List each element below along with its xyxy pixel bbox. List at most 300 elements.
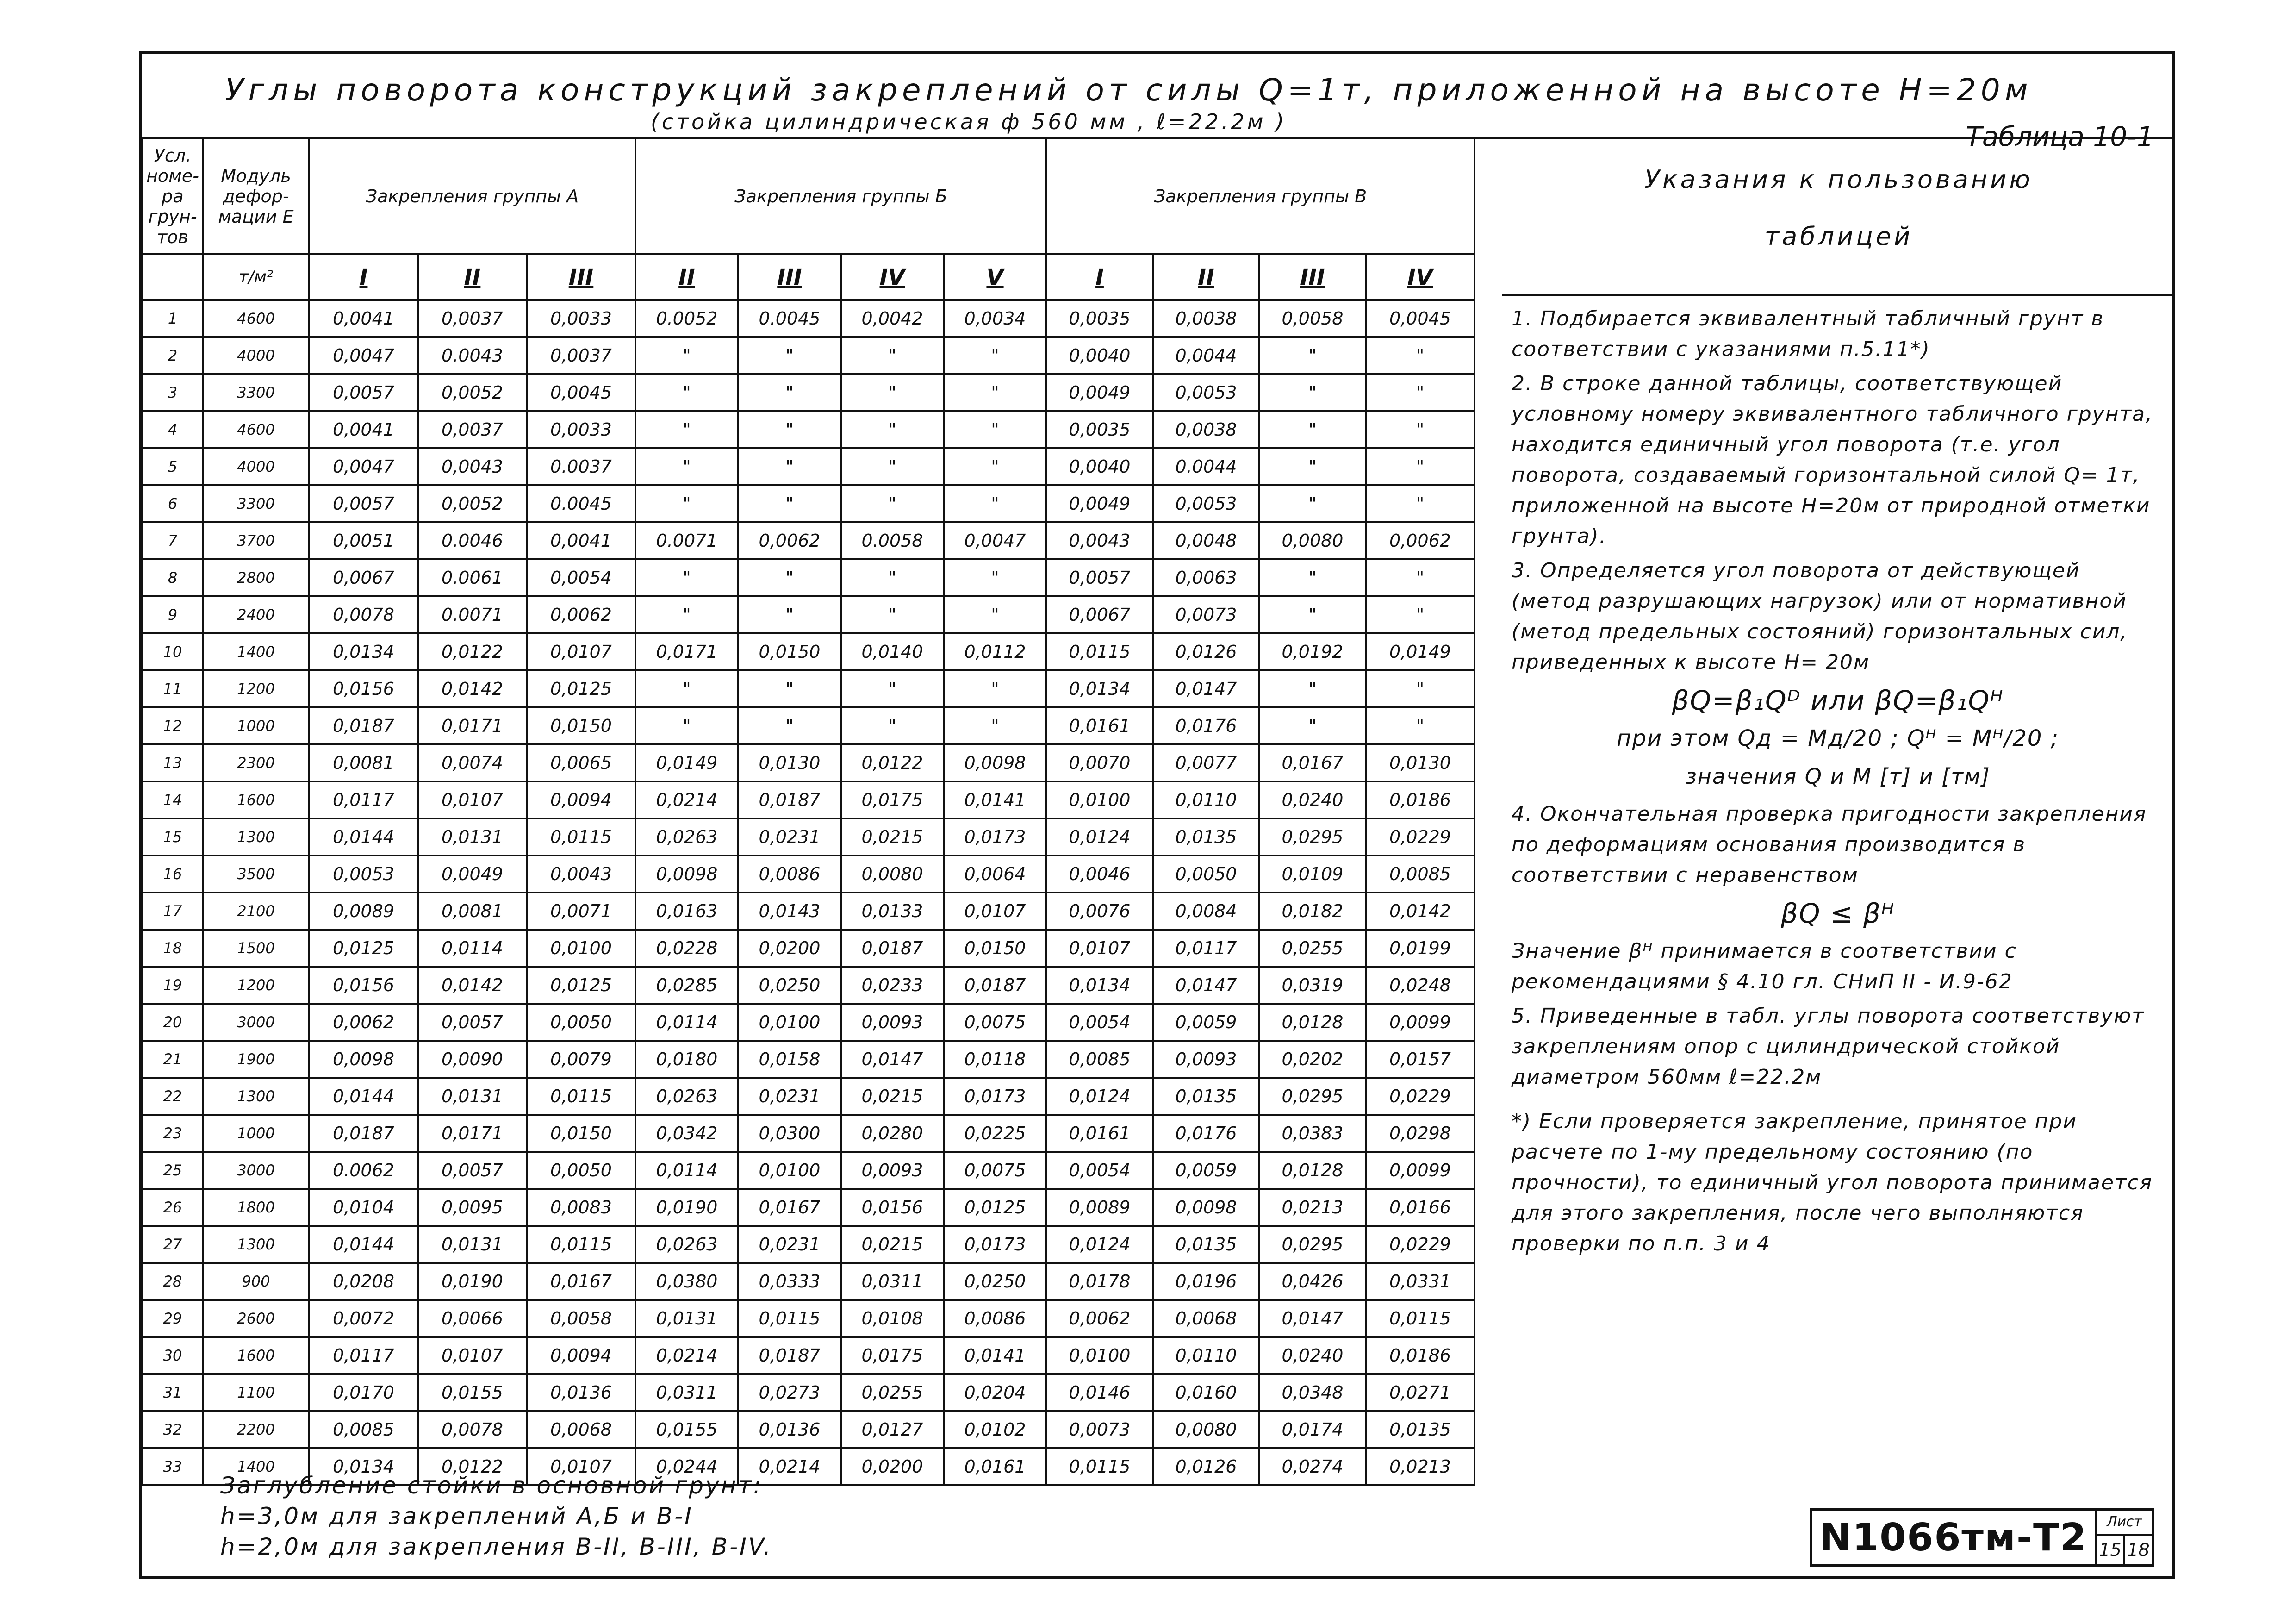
- angle-cell: 0.0043: [418, 337, 527, 374]
- angle-cell: 0,0131: [418, 818, 527, 856]
- angle-cell: 0.0045: [738, 300, 841, 337]
- header-group-v: Закрепления группы В: [1046, 138, 1475, 254]
- angle-cell: 0.0045: [527, 485, 635, 522]
- angle-cell: 0,0167: [1259, 744, 1366, 781]
- angle-cell: 0,0204: [944, 1374, 1046, 1411]
- angle-cell: 0,0214: [635, 1337, 738, 1374]
- angle-cell: 0,0285: [635, 967, 738, 1004]
- angle-cell: ": [635, 707, 738, 744]
- angle-cell: 0,0130: [738, 744, 841, 781]
- angle-cell: 0,0187: [309, 1115, 418, 1152]
- angle-cell: 0,0228: [635, 930, 738, 967]
- header-sub: I: [309, 254, 418, 300]
- angle-cell: 0,0098: [944, 744, 1046, 781]
- angle-cell: 0,0149: [1366, 633, 1475, 670]
- embedment-line-2: h=3,0м для закреплений А,Б и В-I: [220, 1503, 693, 1530]
- angle-cell: ": [1366, 670, 1475, 707]
- header-sub: I: [1046, 254, 1153, 300]
- sheet-number: 15: [2097, 1536, 2125, 1564]
- angle-cell: 0,0052: [418, 485, 527, 522]
- angle-cell: 0,0072: [309, 1300, 418, 1337]
- angle-cell: 0,0141: [944, 1337, 1046, 1374]
- angle-cell: 0,0038: [1153, 411, 1259, 448]
- angle-cell: 0,0093: [841, 1004, 944, 1041]
- angle-cell: 0,0144: [309, 818, 418, 856]
- modulus-cell: 1000: [203, 1115, 309, 1152]
- header-sub: III: [738, 254, 841, 300]
- angle-cell: 0,0147: [1153, 670, 1259, 707]
- angle-cell: 0,0311: [635, 1374, 738, 1411]
- modulus-cell: 2100: [203, 893, 309, 930]
- modulus-cell: 3700: [203, 522, 309, 559]
- angle-cell: 0,0122: [418, 1448, 527, 1485]
- ground-number-cell: 33: [143, 1448, 203, 1485]
- angle-cell: 0,0089: [1046, 1189, 1153, 1226]
- angle-cell: 0,0037: [418, 411, 527, 448]
- ground-number-cell: 15: [143, 818, 203, 856]
- table-row: [143, 930, 1475, 967]
- angle-cell: 0,0083: [527, 1189, 635, 1226]
- angle-cell: 0,0066: [418, 1300, 527, 1337]
- angle-cell: 0,0178: [1046, 1263, 1153, 1300]
- note-5: 5. Приведенные в табл. углы поворота соответствуют закреплениям опор с цилиндрической стойкой диаметром 560мм ℓ=22.2м: [1512, 1004, 2145, 1089]
- angle-cell: ": [944, 596, 1046, 633]
- ground-number-cell: 7: [143, 522, 203, 559]
- angle-cell: 0,0093: [1153, 1041, 1259, 1078]
- angle-cell: ": [738, 670, 841, 707]
- table-row: [143, 522, 1475, 559]
- angle-cell: 0,0086: [944, 1300, 1046, 1337]
- modulus-cell: 1200: [203, 967, 309, 1004]
- angle-cell: 0,0115: [1046, 633, 1153, 670]
- angle-cell: 0,0295: [1259, 1078, 1366, 1115]
- angle-cell: 0,0147: [841, 1041, 944, 1078]
- angle-cell: ": [944, 337, 1046, 374]
- angle-cell: ": [1259, 411, 1366, 448]
- angle-cell: 0,0115: [1366, 1300, 1475, 1337]
- angle-cell: 0,0080: [841, 856, 944, 893]
- header-group-b: Закрепления группы Б: [635, 138, 1046, 254]
- modulus-cell: 1400: [203, 1448, 309, 1485]
- angle-cell: 0,0131: [418, 1078, 527, 1115]
- angle-cell: 0,0295: [1259, 1226, 1366, 1263]
- angle-cell: 0,0117: [309, 1337, 418, 1374]
- angle-cell: 0,0187: [309, 707, 418, 744]
- angle-cell: 0,0085: [1366, 856, 1475, 893]
- angle-cell: 0,0100: [738, 1004, 841, 1041]
- table-row: [143, 559, 1475, 596]
- angle-cell: 0,0062: [1046, 1300, 1153, 1337]
- angle-cell: 0,0107: [418, 1337, 527, 1374]
- angle-cell: 0,0080: [1259, 522, 1366, 559]
- table-row: [143, 1004, 1475, 1041]
- table-row: [143, 448, 1475, 485]
- ground-number-cell: 6: [143, 485, 203, 522]
- angle-cell: 0,0057: [418, 1004, 527, 1041]
- angle-cell: 0,0225: [944, 1115, 1046, 1152]
- ground-number-cell: 10: [143, 633, 203, 670]
- angle-cell: 0,0255: [841, 1374, 944, 1411]
- modulus-cell: 1800: [203, 1189, 309, 1226]
- angle-cell: 0,0115: [738, 1300, 841, 1337]
- angle-cell: 0,0080: [1153, 1411, 1259, 1448]
- modulus-cell: 1600: [203, 1337, 309, 1374]
- angle-cell: 0,0342: [635, 1115, 738, 1152]
- angle-cell: 0,0117: [309, 781, 418, 818]
- angle-cell: 0,0058: [527, 1300, 635, 1337]
- angle-cell: 0,0229: [1366, 818, 1475, 856]
- embedment-line-1: Заглубление стойки в основной грунт:: [220, 1472, 763, 1499]
- angle-cell: ": [738, 337, 841, 374]
- angle-cell: 0,0067: [309, 559, 418, 596]
- angle-cell: 0,0115: [1046, 1448, 1153, 1485]
- angle-cell: ": [841, 670, 944, 707]
- angle-cell: 0,0100: [1046, 781, 1153, 818]
- ground-number-cell: 17: [143, 893, 203, 930]
- angle-cell: 0,0062: [1366, 522, 1475, 559]
- angle-cell: 0,0045: [527, 374, 635, 411]
- angle-cell: 0,0135: [1366, 1411, 1475, 1448]
- ground-number-cell: 3: [143, 374, 203, 411]
- modulus-cell: 1500: [203, 930, 309, 967]
- angle-cell: 0.0052: [635, 300, 738, 337]
- angle-cell: 0,0110: [1153, 781, 1259, 818]
- angle-cell: ": [1366, 485, 1475, 522]
- angle-cell: 0,0070: [1046, 744, 1153, 781]
- angle-cell: 0,0250: [738, 967, 841, 1004]
- table-row: [143, 670, 1475, 707]
- table-row: [143, 633, 1475, 670]
- note-2: 2. В строке данной таблицы, соответствующей условному номеру эквивалентного табличного грунта, находится единичный угол поворота (т.е. угол поворота, создаваемый горизонтальной силой Q= 1т, приложенной на высоте H=20м от природной отметки грунта).: [1512, 372, 2153, 548]
- angle-cell: 0,0035: [1046, 300, 1153, 337]
- angle-cell: 0,0215: [841, 1078, 944, 1115]
- angle-cell: 0,0041: [309, 411, 418, 448]
- ground-number-cell: 20: [143, 1004, 203, 1041]
- angle-cell: 0,0134: [1046, 670, 1153, 707]
- angle-cell: 0,0100: [738, 1152, 841, 1189]
- angle-cell: 0,0144: [309, 1226, 418, 1263]
- header-sub: III: [1259, 254, 1366, 300]
- angle-cell: 0,0094: [527, 781, 635, 818]
- angle-cell: 0,0135: [1153, 1078, 1259, 1115]
- angle-cell: 0,0233: [841, 967, 944, 1004]
- angle-cell: 0,0147: [1259, 1300, 1366, 1337]
- angle-cell: ": [1366, 411, 1475, 448]
- angle-cell: 0,0074: [418, 744, 527, 781]
- angle-cell: 0,0156: [841, 1189, 944, 1226]
- angle-cell: 0,0187: [738, 781, 841, 818]
- table-row: [143, 300, 1475, 337]
- notes-heading-line2: таблицей: [1764, 222, 1913, 251]
- formula-angle: βQ=β₁Qᴰ или βQ=β₁Qᴴ: [1672, 685, 2004, 716]
- angle-cell: ": [738, 374, 841, 411]
- table-row: [143, 1226, 1475, 1263]
- sheet-values: [2097, 1536, 2152, 1564]
- angle-cell: 0,0161: [1046, 707, 1153, 744]
- angle-cell: 0,0143: [738, 893, 841, 930]
- angle-cell: ": [944, 374, 1046, 411]
- angle-cell: 0,0214: [635, 781, 738, 818]
- angle-cell: 0,0186: [1366, 781, 1475, 818]
- table-row: [143, 374, 1475, 411]
- angle-cell: 0,0050: [1153, 856, 1259, 893]
- angle-cell: 0,0045: [1366, 300, 1475, 337]
- angle-cell: 0,0150: [944, 930, 1046, 967]
- modulus-cell: 4600: [203, 411, 309, 448]
- angle-cell: ": [1366, 559, 1475, 596]
- angle-cell: 0,0099: [1366, 1004, 1475, 1041]
- angle-cell: 0,0157: [1366, 1041, 1475, 1078]
- angle-cell: 0,0057: [418, 1152, 527, 1189]
- modulus-cell: 1300: [203, 818, 309, 856]
- table-row: [143, 1189, 1475, 1226]
- notes-heading: [1502, 137, 2175, 296]
- angle-cell: 0,0122: [841, 744, 944, 781]
- angle-cell: 0,0280: [841, 1115, 944, 1152]
- angle-cell: ": [944, 707, 1046, 744]
- modulus-cell: 3300: [203, 374, 309, 411]
- angle-cell: 0,0049: [1046, 485, 1153, 522]
- angle-cell: 0,0171: [418, 1115, 527, 1152]
- angle-cell: 0,0078: [418, 1411, 527, 1448]
- angle-cell: 0,0136: [527, 1374, 635, 1411]
- angle-cell: 0,0134: [309, 1448, 418, 1485]
- angle-cell: ": [738, 707, 841, 744]
- angle-cell: 0,0273: [738, 1374, 841, 1411]
- angle-cell: 0,0122: [418, 633, 527, 670]
- angle-cell: 0,0186: [1366, 1337, 1475, 1374]
- table-row: [143, 1078, 1475, 1115]
- table-row: [143, 1374, 1475, 1411]
- angle-cell: 0,0192: [1259, 633, 1366, 670]
- table-row: [143, 967, 1475, 1004]
- title-stamp: [1810, 1508, 2154, 1567]
- angle-cell: 0,0068: [527, 1411, 635, 1448]
- note-4: 4. Окончательная проверка пригодности закрепления по деформациям основания производится в соответствии с неравенством: [1512, 802, 2147, 887]
- angle-cell: 0,0108: [841, 1300, 944, 1337]
- angle-cell: 0,0104: [309, 1189, 418, 1226]
- ground-number-cell: 26: [143, 1189, 203, 1226]
- angle-cell: 0.0046: [418, 522, 527, 559]
- angle-cell: 0,0075: [944, 1004, 1046, 1041]
- angle-cell: 0.0037: [527, 448, 635, 485]
- sheet-total: 18: [2127, 1540, 2150, 1560]
- angle-cell: ": [841, 596, 944, 633]
- angle-cell: 0,0065: [527, 744, 635, 781]
- angle-cell: ": [1366, 374, 1475, 411]
- modulus-cell: 3000: [203, 1152, 309, 1189]
- angle-cell: 0,0331: [1366, 1263, 1475, 1300]
- table-row: [143, 337, 1475, 374]
- angle-cell: 0,0140: [841, 633, 944, 670]
- angle-cell: 0,0094: [527, 1337, 635, 1374]
- angle-cell: ": [738, 448, 841, 485]
- table-row: [143, 596, 1475, 633]
- angle-cell: 0,0114: [635, 1004, 738, 1041]
- angle-cell: 0,0180: [635, 1041, 738, 1078]
- angle-cell: 0,0248: [1366, 967, 1475, 1004]
- angle-cell: 0,0100: [527, 930, 635, 967]
- angle-cell: 0,0426: [1259, 1263, 1366, 1300]
- angle-cell: 0,0171: [635, 633, 738, 670]
- angle-cell: 0,0125: [527, 670, 635, 707]
- table-row: [143, 411, 1475, 448]
- angle-cell: 0,0035: [1046, 411, 1153, 448]
- angle-cell: 0.0071: [418, 596, 527, 633]
- table-subtitle: (стойка цилиндрическая ф 560 мм , ℓ=22.2м ): [651, 109, 1287, 134]
- angle-cell: 0,0107: [527, 633, 635, 670]
- modulus-cell: 2200: [203, 1411, 309, 1448]
- modulus-cell: 1400: [203, 633, 309, 670]
- angle-cell: 0,0098: [1153, 1189, 1259, 1226]
- angle-cell: 0,0075: [944, 1152, 1046, 1189]
- angle-cell: 0,0081: [418, 893, 527, 930]
- angle-cell: 0,0167: [527, 1263, 635, 1300]
- header-sub: V: [944, 254, 1046, 300]
- angle-cell: 0,0090: [418, 1041, 527, 1078]
- sheet-box: [2097, 1508, 2154, 1567]
- table-row: [143, 1152, 1475, 1189]
- angle-cell: 0,0319: [1259, 967, 1366, 1004]
- angle-cell: 0.0044: [1153, 448, 1259, 485]
- angle-cell: 0,0093: [841, 1152, 944, 1189]
- angle-cell: 0,0114: [635, 1152, 738, 1189]
- notes-heading-line1: Указания к пользованию: [1644, 165, 2033, 194]
- angle-cell: 0.0062: [309, 1152, 418, 1189]
- angle-cell: 0,0118: [944, 1041, 1046, 1078]
- drawing-sheet: [139, 51, 2175, 1579]
- angle-cell: 0,0115: [527, 818, 635, 856]
- header-sub: II: [418, 254, 527, 300]
- angle-cell: 0,0295: [1259, 818, 1366, 856]
- angle-cell: ": [635, 411, 738, 448]
- table-row: [143, 781, 1475, 818]
- angle-cell: 0,0271: [1366, 1374, 1475, 1411]
- ground-number-cell: 28: [143, 1263, 203, 1300]
- ground-number-cell: 13: [143, 744, 203, 781]
- angle-cell: 0,0109: [1259, 856, 1366, 893]
- angle-cell: 0,0057: [1046, 559, 1153, 596]
- angle-cell: 0,0156: [309, 967, 418, 1004]
- angle-cell: 0.0058: [841, 522, 944, 559]
- angle-cell: 0,0062: [527, 596, 635, 633]
- angle-cell: 0,0158: [738, 1041, 841, 1078]
- angle-cell: 0,0131: [635, 1300, 738, 1337]
- angle-cell: ": [635, 670, 738, 707]
- angle-cell: 0,0380: [635, 1263, 738, 1300]
- angle-cell: 0,0141: [944, 781, 1046, 818]
- modulus-cell: 3000: [203, 1004, 309, 1041]
- angle-cell: 0,0383: [1259, 1115, 1366, 1152]
- angle-cell: 0,0062: [309, 1004, 418, 1041]
- angle-cell: ": [944, 485, 1046, 522]
- angle-cell: 0,0043: [418, 448, 527, 485]
- angle-cell: 0,0049: [1046, 374, 1153, 411]
- sheet-label: Лист: [2097, 1511, 2152, 1536]
- ground-number-cell: 22: [143, 1078, 203, 1115]
- angle-cell: 0,0348: [1259, 1374, 1366, 1411]
- angle-cell: 0,0190: [418, 1263, 527, 1300]
- angle-cell: 0,0099: [1366, 1152, 1475, 1189]
- angle-cell: 0,0037: [527, 337, 635, 374]
- angle-cell: 0,0100: [1046, 1337, 1153, 1374]
- ground-number-cell: 1: [143, 300, 203, 337]
- angle-cell: 0,0263: [635, 818, 738, 856]
- angle-cell: 0,0161: [944, 1448, 1046, 1485]
- angle-cell: 0,0213: [1366, 1448, 1475, 1485]
- angle-cell: 0,0231: [738, 1226, 841, 1263]
- header-sub: II: [1153, 254, 1259, 300]
- angle-cell: 0,0058: [1259, 300, 1366, 337]
- ground-number-cell: 4: [143, 411, 203, 448]
- angle-cell: 0,0040: [1046, 337, 1153, 374]
- note-4b: Значение βᴴ принимается в соответствии с рекомендациями § 4.10 гл. СНиП II - И.9-62: [1512, 939, 2017, 993]
- angle-cell: 0,0231: [738, 818, 841, 856]
- angle-cell: 0,0051: [309, 522, 418, 559]
- angle-cell: 0,0073: [1046, 1411, 1153, 1448]
- angle-cell: 0,0053: [1153, 485, 1259, 522]
- angle-cell: 0,0110: [1153, 1337, 1259, 1374]
- angle-cell: 0,0155: [635, 1411, 738, 1448]
- angle-cell: 0,0041: [309, 300, 418, 337]
- ground-number-cell: 32: [143, 1411, 203, 1448]
- usage-notes: [1512, 304, 2164, 1263]
- header-modulus: Модуль дефор- мации E: [203, 138, 309, 254]
- ground-number-cell: 5: [143, 448, 203, 485]
- table-body: [143, 300, 1475, 1485]
- angle-cell: 0,0063: [1153, 559, 1259, 596]
- angle-cell: 0,0163: [635, 893, 738, 930]
- angle-cell: 0,0033: [527, 300, 635, 337]
- angle-cell: ": [635, 559, 738, 596]
- angle-cell: 0,0255: [1259, 930, 1366, 967]
- angle-cell: ": [1259, 559, 1366, 596]
- angle-cell: ": [738, 559, 841, 596]
- formula-force: при этом Qд = Mд/20 ; Qᴴ = Mᴴ/20 ;: [1617, 725, 2059, 751]
- table-row: [143, 1411, 1475, 1448]
- angle-cell: 0,0107: [944, 893, 1046, 930]
- angle-cell: 0,0054: [1046, 1004, 1153, 1041]
- angle-cell: 0,0114: [418, 930, 527, 967]
- angle-cell: 0,0135: [1153, 1226, 1259, 1263]
- header-sub: IV: [841, 254, 944, 300]
- angle-cell: 0,0240: [1259, 781, 1366, 818]
- angle-cell: 0,0131: [418, 1226, 527, 1263]
- angle-cell: 0,0038: [1153, 300, 1259, 337]
- ground-number-cell: 25: [143, 1152, 203, 1189]
- ground-number-cell: 21: [143, 1041, 203, 1078]
- angle-cell: 0,0173: [944, 1226, 1046, 1263]
- angle-cell: ": [1366, 448, 1475, 485]
- table-row: [143, 707, 1475, 744]
- angle-cell: 0,0059: [1153, 1152, 1259, 1189]
- angle-cell: 0,0149: [635, 744, 738, 781]
- angle-cell: 0,0127: [841, 1411, 944, 1448]
- angle-cell: ": [1366, 337, 1475, 374]
- angle-cell: 0,0077: [1153, 744, 1259, 781]
- angle-cell: 0,0124: [1046, 1226, 1153, 1263]
- angle-cell: 0,0263: [635, 1078, 738, 1115]
- table-row: [143, 1115, 1475, 1152]
- angle-cell: 0,0229: [1366, 1078, 1475, 1115]
- angle-cell: 0.0061: [418, 559, 527, 596]
- modulus-cell: 2800: [203, 559, 309, 596]
- angle-cell: ": [841, 337, 944, 374]
- angle-cell: 0,0126: [1153, 1448, 1259, 1485]
- angle-cell: 0,0053: [309, 856, 418, 893]
- footnote: *) Если проверяется закрепление, принятое при расчете по 1-му предельному состоянию (по прочности), то единичный угол поворота принимается для этого закрепления, после чего выполняются проверки по п.п. 3 и 4: [1512, 1110, 2153, 1255]
- angle-cell: 0,0085: [1046, 1041, 1153, 1078]
